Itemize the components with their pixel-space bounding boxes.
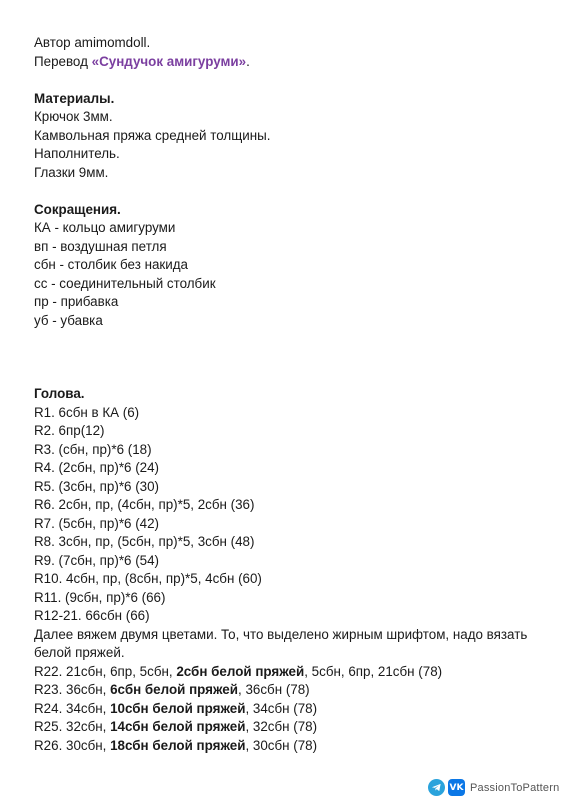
translation-source-link[interactable]: «Сундучок амигуруми» — [91, 53, 247, 69]
pattern-row: R2. 6пр(12) — [34, 423, 105, 438]
materials-item: Глазки 9мм. — [34, 164, 109, 180]
pattern-row: R11. (9сбн, пр)*6 (66) — [34, 589, 166, 605]
abbreviation-item: сбн - столбик без накида — [34, 257, 189, 272]
two-color-note: Далее вяжем двумя цветами. То, что выделено жирным шрифтом, надо вязать белой пряжей. — [34, 626, 528, 660]
white-yarn-segment: 14сбн белой пряжей — [110, 719, 246, 734]
pattern-row: R4. (2сбн, пр)*6 (24) — [34, 460, 160, 475]
translation-prefix: Перевод — [34, 53, 92, 69]
pattern-row: R3. (сбн, пр)*6 (18) — [34, 441, 152, 457]
materials-item: Крючок 3мм. — [34, 109, 113, 124]
abbreviation-item: КА - кольцо амигуруми — [34, 220, 176, 235]
pattern-row: R9. (7сбн, пр)*6 (54) — [34, 552, 160, 568]
telegram-plane-glyph — [431, 782, 442, 793]
pattern-row: R12-21. 66сбн (66) — [34, 608, 150, 623]
white-yarn-segment: 2сбн белой пряжей — [176, 663, 305, 679]
pattern-row: R6. 2сбн, пр, (4сбн, пр)*5, 2сбн (36) — [34, 497, 255, 512]
telegram-icon[interactable] — [428, 779, 445, 796]
materials-heading: Материалы. — [34, 90, 115, 106]
white-yarn-segment: 18сбн белой пряжей — [110, 737, 246, 753]
pattern-row-colored: R22. 21сбн, 6пр, 5сбн, 2сбн белой пряжей, 5сбн, 6пр, 21сбн (78) — [34, 663, 443, 679]
watermark-text: PassionToPattern — [470, 781, 560, 794]
pattern-row: R8. 3сбн, пр, (5сбн, пр)*5, 3сбн (48) — [34, 534, 255, 549]
abbreviation-item: пр - прибавка — [34, 294, 119, 309]
abbreviation-item: вп - воздушная петля — [34, 238, 167, 254]
pattern-row: R5. (3сбн, пр)*6 (30) — [34, 478, 160, 494]
author-line: Автор amimomdoll. — [34, 35, 151, 50]
document-page — [34, 34, 534, 755]
translation-suffix: . — [246, 53, 250, 69]
materials-item: Камвольная пряжа средней толщины. — [34, 127, 271, 143]
footer-watermark — [428, 779, 559, 796]
white-yarn-segment: 6сбн белой пряжей — [110, 682, 238, 697]
pattern-row-colored: R24. 34сбн, 10сбн белой пряжей, 34сбн (78) — [34, 700, 318, 716]
materials-item: Наполнитель. — [34, 146, 120, 161]
vk-icon[interactable]: VK — [448, 779, 465, 796]
pattern-row-colored: R26. 30сбн, 18сбн белой пряжей, 30сбн (78) — [34, 737, 318, 753]
pattern-row: R10. 4сбн, пр, (8сбн, пр)*5, 4сбн (60) — [34, 571, 262, 586]
white-yarn-segment: 10сбн белой пряжей — [110, 700, 246, 716]
pattern-row: R1. 6сбн в КА (6) — [34, 404, 140, 420]
abbreviation-item: сс - соединительный столбик — [34, 275, 216, 291]
pattern-row-colored: R23. 36сбн, 6сбн белой пряжей, 36сбн (78) — [34, 682, 310, 697]
abbreviations-heading: Сокращения. — [34, 201, 121, 217]
pattern-row: R7. (5сбн, пр)*6 (42) — [34, 515, 160, 531]
pattern-row-colored: R25. 32сбн, 14сбн белой пряжей, 32сбн (78) — [34, 719, 318, 734]
head-heading: Голова. — [34, 386, 85, 401]
abbreviation-item: уб - убавка — [34, 312, 103, 328]
translation-line — [34, 53, 534, 72]
